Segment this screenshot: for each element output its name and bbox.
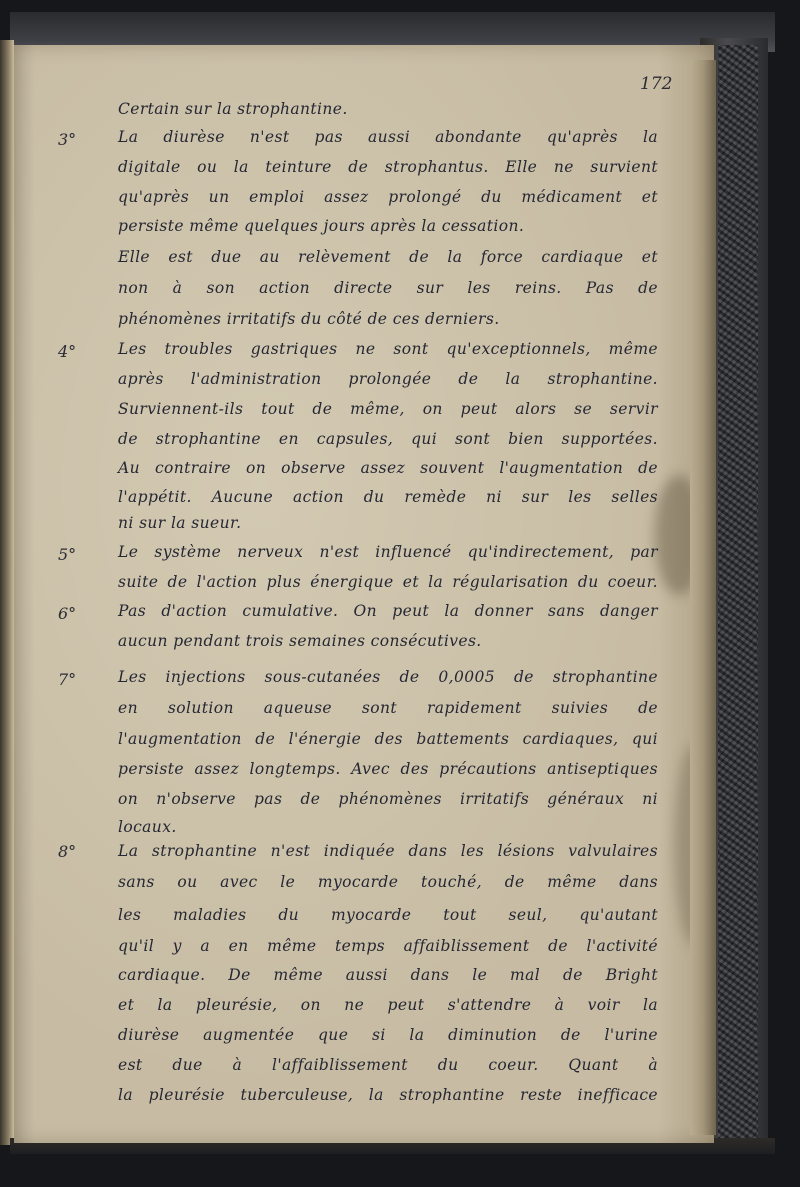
text-line: Surviennent-ils tout de même, on peut alors se servir [118,400,658,418]
item-numeral: 3° [58,130,77,149]
text-line: l'augmentation de l'énergie des battements cardiaques, qui [118,730,658,748]
text-line: persiste même quelques jours après la cessation. [118,217,525,235]
text-line: aucun pendant trois semaines consécutives. [118,632,482,650]
text-line: digitale ou la teinture de strophantus. Elle ne survient [118,158,658,176]
page-number: 172 [640,74,673,94]
text-line: qu'il y a en même temps affaiblissement de l'activité [118,937,658,955]
item-numeral: 7° [58,670,77,689]
text-line: Les troubles gastriques ne sont qu'exceptionnels, même [118,340,658,358]
text-line: diurèse augmentée que si la diminution de l'urine [118,1026,658,1044]
text-line: la pleurésie tuberculeuse, la strophantine reste inefficace [118,1086,658,1104]
text-line: Au contraire on observe assez souvent l'augmentation de [118,459,658,477]
text-line: on n'observe pas de phénomènes irritatifs généraux ni [118,790,658,808]
text-line: en solution aqueuse sont rapidement suivies de [118,699,658,717]
item-numeral: 8° [58,842,77,861]
text-line: Elle est due au relèvement de la force cardiaque et [118,248,658,266]
text-line: Certain sur la strophantine. [118,100,348,118]
text-line: Le système nerveux n'est influencé qu'indirectement, par [118,543,658,561]
item-numeral: 5° [58,545,77,564]
text-line: La strophantine n'est indiquée dans les lésions valvulaires [118,842,658,860]
text-line: locaux. [118,818,177,836]
marbled-cover-edge [718,45,758,1140]
text-line: de strophantine en capsules, qui sont bien supportées. [118,430,658,448]
text-line: cardiaque. De même aussi dans le mal de Bright [118,966,658,984]
text-line: ni sur la sueur. [118,514,242,532]
text-line: Pas d'action cumulative. On peut la donner sans danger [118,602,658,620]
text-line: les maladies du myocarde tout seul, qu'autant [118,906,658,924]
text-line: après l'administration prolongée de la strophantine. [118,370,658,388]
text-line: l'appétit. Aucune action du remède ni sur les selles [118,488,658,506]
text-line: phénomènes irritatifs du côté de ces derniers. [118,310,500,328]
text-line: suite de l'action plus énergique et la régularisation du coeur. [118,573,658,591]
item-numeral: 4° [58,342,77,361]
text-line: persiste assez longtemps. Avec des précautions antiseptiques [118,760,658,778]
text-line: sans ou avec le myocarde touché, de même dans [118,873,658,891]
text-line: qu'après un emploi assez prolongé du médicament et [118,188,658,206]
text-line: La diurèse n'est pas aussi abondante qu'après la [118,128,658,146]
text-line: Les injections sous-cutanées de 0,0005 de strophantine [118,668,658,686]
item-numeral: 6° [58,604,77,623]
text-line: non à son action directe sur les reins. Pas de [118,279,658,297]
text-line: et la pleurésie, on ne peut s'attendre à voir la [118,996,658,1014]
binding-left-edge [0,40,14,1145]
text-line: est due à l'affaiblissement du coeur. Quant à [118,1056,658,1074]
page-fore-edge [690,60,716,1135]
